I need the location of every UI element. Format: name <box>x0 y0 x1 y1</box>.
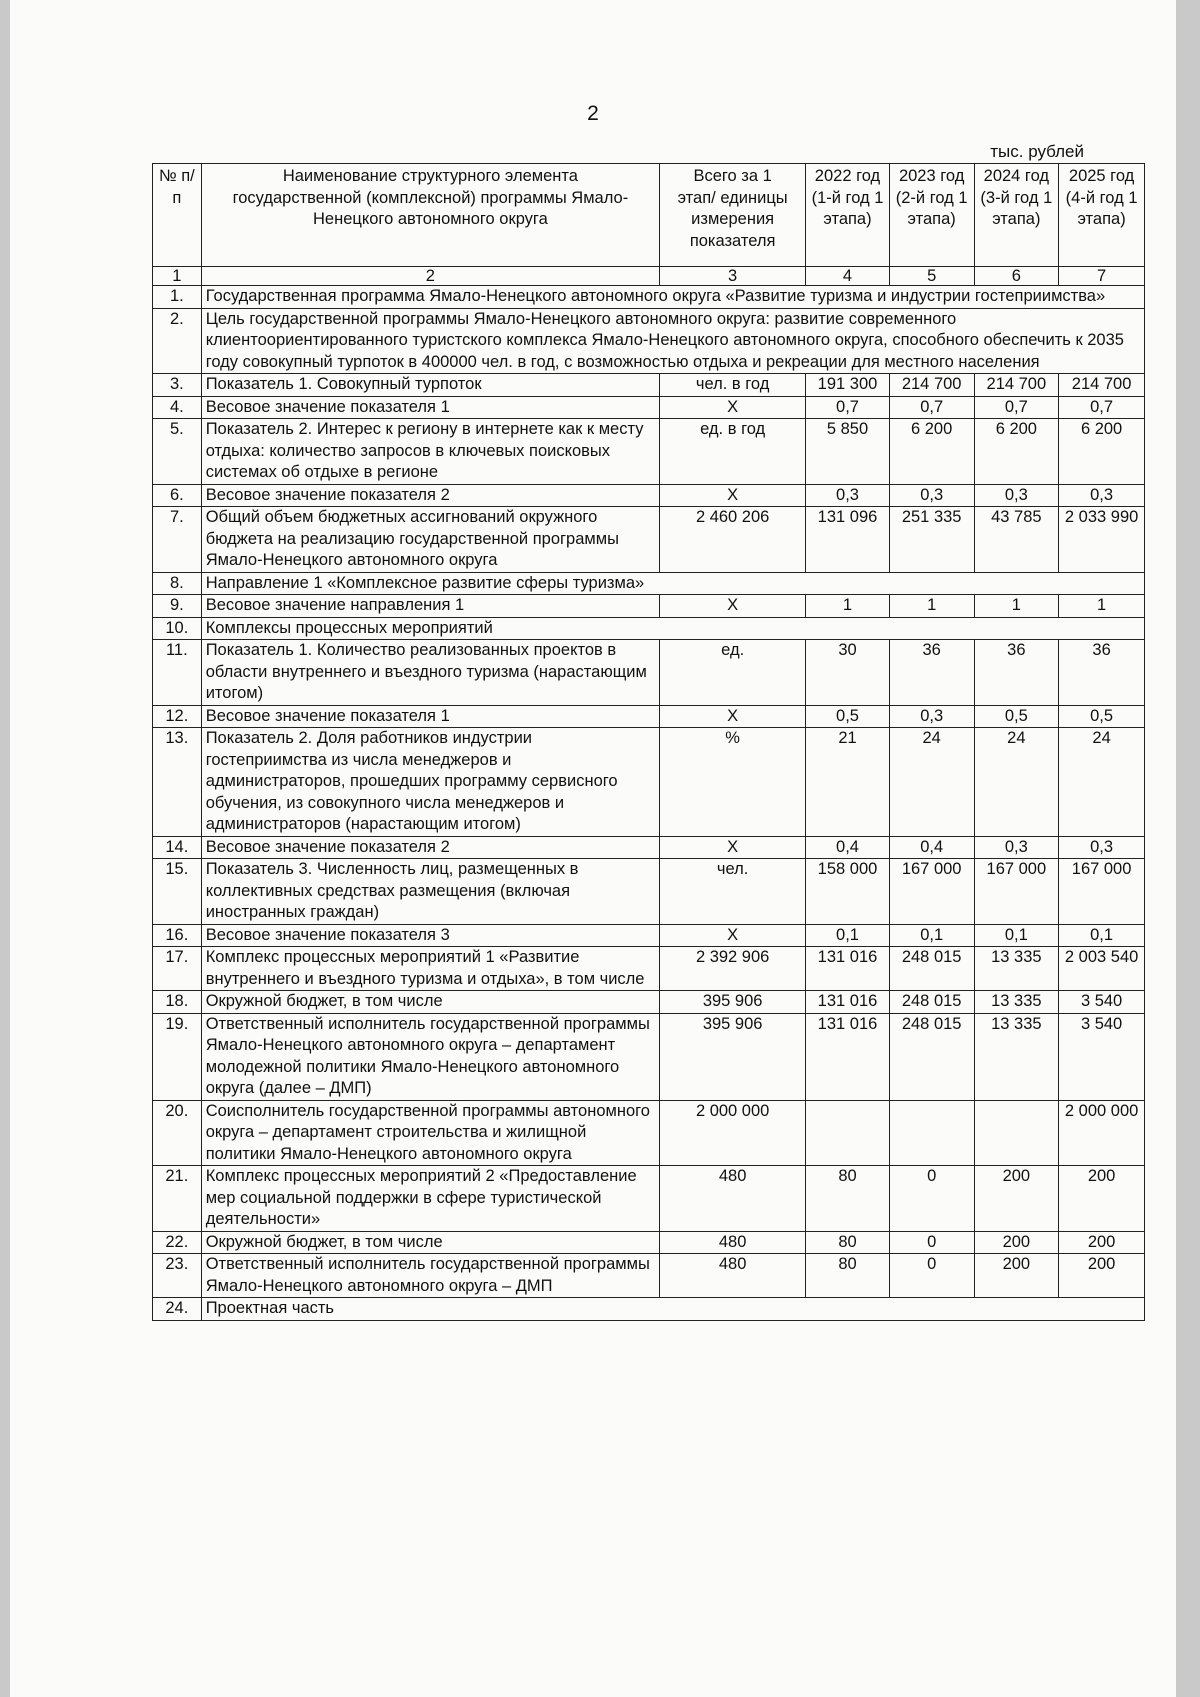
cell-2024 <box>974 1100 1059 1166</box>
cell-2023: 167 000 <box>889 859 974 925</box>
cell-2022: 0,3 <box>806 484 890 507</box>
table-row <box>153 728 1145 837</box>
cell-2023: 6 200 <box>889 419 974 485</box>
cell-2025: 36 <box>1059 640 1145 706</box>
table-row <box>153 924 1145 947</box>
cell-2025: 0,7 <box>1059 396 1145 419</box>
row-name: Общий объем бюджетных ассигнований окружного бюджета на реализацию государственной программы Ямало-Ненецкого автономного округа <box>201 507 659 573</box>
cell-2022 <box>806 1100 890 1166</box>
cell-2023: 214 700 <box>889 374 974 397</box>
cell-2024: 0,1 <box>974 924 1059 947</box>
cell-2024: 0,3 <box>974 836 1059 859</box>
cell-2022: 80 <box>806 1231 890 1254</box>
row-number: 22. <box>153 1231 202 1254</box>
table-row <box>153 617 1145 640</box>
page-number: 2 <box>587 102 599 125</box>
row-number: 6. <box>153 484 202 507</box>
cell-2025: 214 700 <box>1059 374 1145 397</box>
cell-2022: 131 016 <box>806 947 890 991</box>
cell-2023: 0,3 <box>889 705 974 728</box>
row-number: 2. <box>153 308 202 374</box>
table-row <box>153 572 1145 595</box>
cell-2024: 24 <box>974 728 1059 837</box>
cell-total: 480 <box>660 1166 806 1232</box>
cell-2024: 13 335 <box>974 1013 1059 1100</box>
row-number: 21. <box>153 1166 202 1232</box>
column-number: 5 <box>889 267 974 286</box>
units-caption: тыс. рублей <box>990 142 1084 161</box>
column-number: 6 <box>974 267 1059 286</box>
cell-2023: 1 <box>889 595 974 618</box>
column-number: 3 <box>660 267 806 286</box>
cell-2024: 0,5 <box>974 705 1059 728</box>
row-number: 13. <box>153 728 202 837</box>
header-cell-2024: 2024 год (3-й год 1 этапа) <box>974 164 1059 267</box>
row-number: 9. <box>153 595 202 618</box>
cell-2022: 1 <box>806 595 890 618</box>
cell-2024: 214 700 <box>974 374 1059 397</box>
cell-total: чел. в год <box>660 374 806 397</box>
cell-2022: 5 850 <box>806 419 890 485</box>
column-number: 7 <box>1059 267 1145 286</box>
cell-2023: 0 <box>889 1254 974 1298</box>
cell-total: Х <box>660 924 806 947</box>
cell-2023: 36 <box>889 640 974 706</box>
cell-2022: 191 300 <box>806 374 890 397</box>
cell-2025: 0,5 <box>1059 705 1145 728</box>
cell-total: 2 000 000 <box>660 1100 806 1166</box>
table-row <box>153 1254 1145 1298</box>
table-row <box>153 396 1145 419</box>
row-number: 8. <box>153 572 202 595</box>
cell-2025: 0,3 <box>1059 836 1145 859</box>
row-number: 16. <box>153 924 202 947</box>
row-name: Показатель 1. Количество реализованных проектов в области внутреннего и въездного туризма (нарастающим итогом) <box>201 640 659 706</box>
row-name: Соисполнитель государственной программы автономного округа – департамент строительства и жилищной политики Ямало-Ненецкого автономного округа <box>201 1100 659 1166</box>
cell-total: 2 460 206 <box>660 507 806 573</box>
column-number: 2 <box>201 267 659 286</box>
column-number: 1 <box>153 267 202 286</box>
row-name: Окружной бюджет, в том числе <box>201 1231 659 1254</box>
cell-2024: 1 <box>974 595 1059 618</box>
row-name: Проектная часть <box>201 1298 1144 1321</box>
cell-2025: 2 000 000 <box>1059 1100 1145 1166</box>
table-row <box>153 836 1145 859</box>
row-name: Показатель 3. Численность лиц, размещенных в коллективных средствах размещения (включая иностранных граждан) <box>201 859 659 925</box>
row-name: Весовое значение показателя 3 <box>201 924 659 947</box>
table-row <box>153 1166 1145 1232</box>
cell-total: Х <box>660 705 806 728</box>
row-number: 10. <box>153 617 202 640</box>
cell-total: 480 <box>660 1254 806 1298</box>
cell-2025: 3 540 <box>1059 1013 1145 1100</box>
header-cell-2022: 2022 год (1-й год 1 этапа) <box>806 164 890 267</box>
row-number: 14. <box>153 836 202 859</box>
header-cell-name: Наименование структурного элемента государственной (комплексной) программы Ямало-Ненецкого автономного округа <box>201 164 659 267</box>
cell-2022: 131 096 <box>806 507 890 573</box>
header-row <box>153 164 1145 267</box>
cell-2025: 200 <box>1059 1166 1145 1232</box>
cell-total: ед. <box>660 640 806 706</box>
cell-2023: 248 015 <box>889 1013 974 1100</box>
table-row <box>153 484 1145 507</box>
row-number: 7. <box>153 507 202 573</box>
row-number: 12. <box>153 705 202 728</box>
cell-2022: 21 <box>806 728 890 837</box>
column-number: 4 <box>806 267 890 286</box>
cell-total: ед. в год <box>660 419 806 485</box>
cell-total: 480 <box>660 1231 806 1254</box>
program-table <box>152 163 1145 1321</box>
row-number: 1. <box>153 286 202 309</box>
table-row <box>153 595 1145 618</box>
cell-2022: 131 016 <box>806 1013 890 1100</box>
cell-total: Х <box>660 484 806 507</box>
row-number: 11. <box>153 640 202 706</box>
cell-2023: 0,7 <box>889 396 974 419</box>
header-cell-2025: 2025 год (4-й год 1 этапа) <box>1059 164 1145 267</box>
table-row <box>153 1298 1145 1321</box>
column-number-row <box>153 267 1145 286</box>
row-name: Цель государственной программы Ямало-Ненецкого автономного округа: развитие современного клиентоориентированного туристского комплекса Ямало-Ненецкого автономного округа, способного обеспечить к 2035 году совокупный турпоток в 400000 чел. в год, с возможностью отдыха и рекреации для местного населения <box>201 308 1144 374</box>
cell-2022: 0,4 <box>806 836 890 859</box>
cell-2024: 13 335 <box>974 991 1059 1014</box>
cell-2024: 200 <box>974 1231 1059 1254</box>
cell-total: 395 906 <box>660 1013 806 1100</box>
row-number: 4. <box>153 396 202 419</box>
cell-2025: 24 <box>1059 728 1145 837</box>
cell-2022: 0,5 <box>806 705 890 728</box>
row-number: 15. <box>153 859 202 925</box>
row-number: 17. <box>153 947 202 991</box>
cell-2022: 30 <box>806 640 890 706</box>
row-name: Весовое значение показателя 2 <box>201 484 659 507</box>
cell-total: 2 392 906 <box>660 947 806 991</box>
row-name: Направление 1 «Комплексное развитие сферы туризма» <box>201 572 1144 595</box>
row-number: 20. <box>153 1100 202 1166</box>
cell-2025: 0,3 <box>1059 484 1145 507</box>
row-name: Показатель 1. Совокупный турпоток <box>201 374 659 397</box>
cell-2025: 200 <box>1059 1254 1145 1298</box>
cell-total: Х <box>660 836 806 859</box>
cell-2024: 167 000 <box>974 859 1059 925</box>
row-name: Показатель 2. Доля работников индустрии гостеприимства из числа менеджеров и администраторов, прошедших программу сервисного обучения, из совокупного числа менеджеров и администраторов (нарастающим итогом) <box>201 728 659 837</box>
row-number: 18. <box>153 991 202 1014</box>
cell-2024: 13 335 <box>974 947 1059 991</box>
row-number: 23. <box>153 1254 202 1298</box>
table-row <box>153 286 1145 309</box>
header-cell-2023: 2023 год (2-й год 1 этапа) <box>889 164 974 267</box>
row-name: Комплексы процессных мероприятий <box>201 617 1144 640</box>
table-row <box>153 374 1145 397</box>
cell-2023: 0 <box>889 1166 974 1232</box>
cell-2023: 248 015 <box>889 991 974 1014</box>
cell-2023: 0,4 <box>889 836 974 859</box>
cell-2025: 6 200 <box>1059 419 1145 485</box>
row-name: Весовое значение показателя 2 <box>201 836 659 859</box>
header-cell-num: № п/п <box>153 164 202 267</box>
cell-total: % <box>660 728 806 837</box>
cell-total: чел. <box>660 859 806 925</box>
row-name: Ответственный исполнитель государственной программы Ямало-Ненецкого автономного округа – ДМП <box>201 1254 659 1298</box>
row-name: Окружной бюджет, в том числе <box>201 991 659 1014</box>
cell-2022: 0,1 <box>806 924 890 947</box>
row-name: Ответственный исполнитель государственной программы Ямало-Ненецкого автономного округа – департамент молодежной политики Ямало-Ненецкого автономного округа (далее – ДМП) <box>201 1013 659 1100</box>
cell-2025: 1 <box>1059 595 1145 618</box>
table-row <box>153 859 1145 925</box>
row-name: Комплекс процессных мероприятий 2 «Предоставление мер социальной поддержки в сфере туристической деятельности» <box>201 1166 659 1232</box>
cell-2023 <box>889 1100 974 1166</box>
cell-2024: 43 785 <box>974 507 1059 573</box>
cell-2024: 0,7 <box>974 396 1059 419</box>
cell-2024: 200 <box>974 1166 1059 1232</box>
table-row <box>153 705 1145 728</box>
table-row <box>153 308 1145 374</box>
cell-2022: 80 <box>806 1166 890 1232</box>
cell-2024: 36 <box>974 640 1059 706</box>
cell-total: Х <box>660 396 806 419</box>
cell-2025: 2 033 990 <box>1059 507 1145 573</box>
table-row <box>153 991 1145 1014</box>
cell-2023: 248 015 <box>889 947 974 991</box>
row-number: 5. <box>153 419 202 485</box>
cell-2022: 0,7 <box>806 396 890 419</box>
cell-2022: 158 000 <box>806 859 890 925</box>
row-name: Весовое значение показателя 1 <box>201 396 659 419</box>
header-cell-total: Всего за 1 этап/ единицы измерения показателя <box>660 164 806 267</box>
cell-total: 395 906 <box>660 991 806 1014</box>
row-name: Государственная программа Ямало-Ненецкого автономного округа «Развитие туризма и индустрии гостеприимства» <box>201 286 1144 309</box>
cell-2024: 0,3 <box>974 484 1059 507</box>
row-name: Показатель 2. Интерес к региону в интернете как к месту отдыха: количество запросов в ключевых поисковых системах об отдыхе в регионе <box>201 419 659 485</box>
document-page <box>10 0 1176 1697</box>
row-name: Комплекс процессных мероприятий 1 «Развитие внутреннего и въездного туризма и отдыха», в том числе <box>201 947 659 991</box>
cell-2025: 0,1 <box>1059 924 1145 947</box>
table-row <box>153 1100 1145 1166</box>
cell-2025: 167 000 <box>1059 859 1145 925</box>
table-row <box>153 640 1145 706</box>
cell-total: Х <box>660 595 806 618</box>
table-body <box>153 286 1145 1321</box>
row-number: 19. <box>153 1013 202 1100</box>
table-row <box>153 1013 1145 1100</box>
table-row <box>153 1231 1145 1254</box>
cell-2023: 0 <box>889 1231 974 1254</box>
row-name: Весовое значение показателя 1 <box>201 705 659 728</box>
cell-2023: 24 <box>889 728 974 837</box>
row-number: 3. <box>153 374 202 397</box>
cell-2023: 0,1 <box>889 924 974 947</box>
row-number: 24. <box>153 1298 202 1321</box>
table-row <box>153 507 1145 573</box>
cell-2025: 2 003 540 <box>1059 947 1145 991</box>
cell-2022: 80 <box>806 1254 890 1298</box>
cell-2023: 0,3 <box>889 484 974 507</box>
cell-2024: 200 <box>974 1254 1059 1298</box>
table-row <box>153 947 1145 991</box>
cell-2025: 3 540 <box>1059 991 1145 1014</box>
cell-2022: 131 016 <box>806 991 890 1014</box>
cell-2023: 251 335 <box>889 507 974 573</box>
row-name: Весовое значение направления 1 <box>201 595 659 618</box>
table-row <box>153 419 1145 485</box>
cell-2024: 6 200 <box>974 419 1059 485</box>
cell-2025: 200 <box>1059 1231 1145 1254</box>
